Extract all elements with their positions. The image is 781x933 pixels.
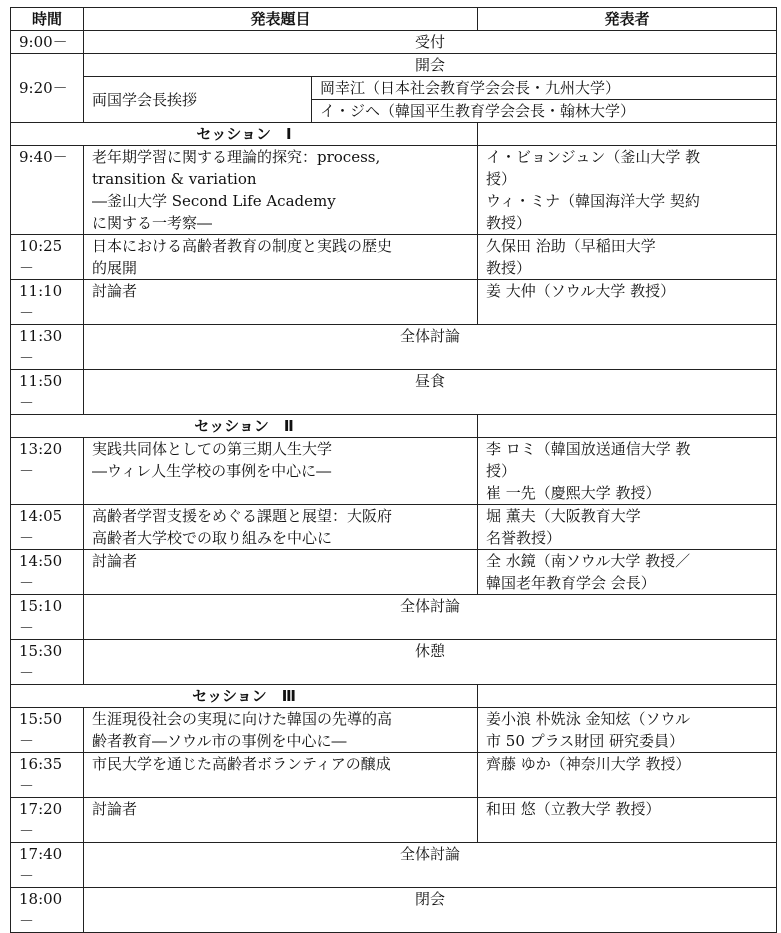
presenter-line: 名誉教授）: [486, 529, 562, 547]
greeting-row: [11, 77, 777, 100]
title-line: 日本における高齢者教育の制度と実践の歴史: [92, 237, 393, 255]
title-line: ―ウィレ人生学校の事例を中心に―: [92, 462, 332, 480]
empty-cell: [478, 123, 777, 146]
presentation-row: [11, 146, 777, 235]
discussant-row: [11, 798, 777, 843]
presenter-line: 韓国老年教育学会 会長）: [486, 574, 656, 592]
greeting-title: 両国学会長挨拶: [84, 77, 312, 123]
title-line: 老年期学習に関する理論的探究：process,: [92, 148, 381, 166]
presenter-header: 発表者: [478, 8, 777, 31]
title-header: 発表題目: [84, 8, 478, 31]
time-cell: 15:10－: [11, 595, 84, 640]
presenter-line: イ・ビョンジュン（釜山大学 教: [486, 148, 701, 166]
presenter-line: 教授）: [486, 259, 532, 277]
session-heading-row: [11, 685, 777, 708]
empty-cell: [478, 415, 777, 438]
presenter-line: 堀 薫夫（大阪教育大学: [486, 507, 641, 525]
title-line: transition & variation: [92, 170, 257, 188]
presenter-line: 授）: [486, 462, 517, 480]
presenter-line: 全 水鏡（南ソウル大学 教授／: [486, 552, 691, 570]
presentation-row: [11, 438, 777, 505]
presenter-cell: 姜 大仲（ソウル大学 教授）: [478, 280, 777, 325]
opening-row: [11, 54, 777, 77]
presenter-cell: [478, 235, 777, 280]
presenter-cell: 和田 悠（立教大学 教授）: [478, 798, 777, 843]
presentation-row: [11, 753, 777, 798]
presenter-cell: [478, 550, 777, 595]
time-cell: 11:30－: [11, 325, 84, 370]
time-cell: 16:35－: [11, 753, 84, 798]
presenter-line: 姜小浪 朴姺泳 金知炫（ソウル: [486, 710, 691, 728]
empty-cell: [478, 685, 777, 708]
time-cell: 11:50－: [11, 370, 84, 415]
title-line: 実践共同体としての第三期人生大学: [92, 440, 333, 458]
time-cell: 9:20－: [11, 54, 84, 123]
title-line: ―釜山大学 Second Life Academy: [92, 192, 336, 210]
discussion-row: [11, 595, 777, 640]
greeter-1: 岡幸江（日本社会教育学会会長・九州大学）: [312, 77, 777, 100]
greeter-2: イ・ジヘ（韓国平生教育学会会長・翰林大学）: [312, 100, 777, 123]
title-line: 高齢者学習支援をめぐる課題と展望：大阪府: [92, 507, 393, 525]
discussant-row: [11, 550, 777, 595]
presenter-cell: [478, 505, 777, 550]
time-cell: 11:10－: [11, 280, 84, 325]
presenter-line: 久保田 治助（早稲田大学: [486, 237, 656, 255]
presentation-title: [84, 505, 478, 550]
title-line: 高齢者大学校での取り組みを中心に: [92, 529, 333, 547]
presenter-cell: [478, 438, 777, 505]
session-1-heading: セッション Ⅰ: [11, 123, 478, 146]
time-cell: 10:25－: [11, 235, 84, 280]
discussion-label: 全体討論: [84, 595, 777, 640]
time-cell: 18:00－: [11, 888, 84, 933]
presenter-line: ウィ・ミナ（韓国海洋大学 契約: [486, 192, 700, 210]
discussant-row: [11, 280, 777, 325]
discussion-label: 全体討論: [84, 843, 777, 888]
closing-label: 閉会: [84, 888, 777, 933]
discussion-row: [11, 843, 777, 888]
presentation-title: 討論者: [84, 550, 478, 595]
presentation-title: 市民大学を通じた高齢者ボランティアの醸成: [84, 753, 478, 798]
schedule-table: [10, 7, 777, 933]
time-cell: 14:05－: [11, 505, 84, 550]
time-cell: 13:20－: [11, 438, 84, 505]
discussion-label: 全体討論: [84, 325, 777, 370]
presentation-row: [11, 505, 777, 550]
time-cell: 15:30－: [11, 640, 84, 685]
time-cell: 17:40－: [11, 843, 84, 888]
session-heading-row: [11, 123, 777, 146]
presenter-line: 李 ロミ（韓国放送通信大学 教: [486, 440, 691, 458]
title-line: 生涯現役社会の実現に向けた韓国の先導的高: [92, 710, 393, 728]
time-cell: 17:20－: [11, 798, 84, 843]
presentation-title: 討論者: [84, 280, 478, 325]
reception-label: 受付: [84, 31, 777, 54]
presenter-cell: [478, 146, 777, 235]
title-line: に関する一考察―: [92, 214, 213, 232]
presentation-title: [84, 146, 478, 235]
presenter-cell: 齊藤 ゆか（神奈川大学 教授）: [478, 753, 777, 798]
title-line: 齢者教育―ソウル市の事例を中心に―: [92, 732, 347, 750]
presenter-line: 教授）: [486, 214, 532, 232]
lunch-row: [11, 370, 777, 415]
presenter-line: 市 50 プラス財団 研究委員）: [486, 732, 684, 750]
session-heading-row: [11, 415, 777, 438]
presentation-title: [84, 708, 478, 753]
time-cell: 9:40－: [11, 146, 84, 235]
presentation-row: [11, 235, 777, 280]
lunch-label: 昼食: [84, 370, 777, 415]
time-header: 時間: [11, 8, 84, 31]
discussion-row: [11, 325, 777, 370]
title-line: 的展開: [92, 259, 138, 277]
presentation-row: [11, 708, 777, 753]
opening-label: 開会: [84, 54, 777, 77]
break-label: 休憩: [84, 640, 777, 685]
time-cell: 9:00－: [11, 31, 84, 54]
presentation-title: [84, 438, 478, 505]
presentation-title: 討論者: [84, 798, 478, 843]
presenter-cell: [478, 708, 777, 753]
session-2-heading: セッション Ⅱ: [11, 415, 478, 438]
header-row: [11, 8, 777, 31]
time-cell: 14:50－: [11, 550, 84, 595]
presenter-line: 崔 一先（慶熙大学 教授）: [486, 484, 661, 502]
time-cell: 15:50－: [11, 708, 84, 753]
presenter-line: 授）: [486, 170, 517, 188]
presentation-title: [84, 235, 478, 280]
reception-row: [11, 31, 777, 54]
break-row: [11, 640, 777, 685]
session-3-heading: セッション Ⅲ: [11, 685, 478, 708]
closing-row: [11, 888, 777, 933]
